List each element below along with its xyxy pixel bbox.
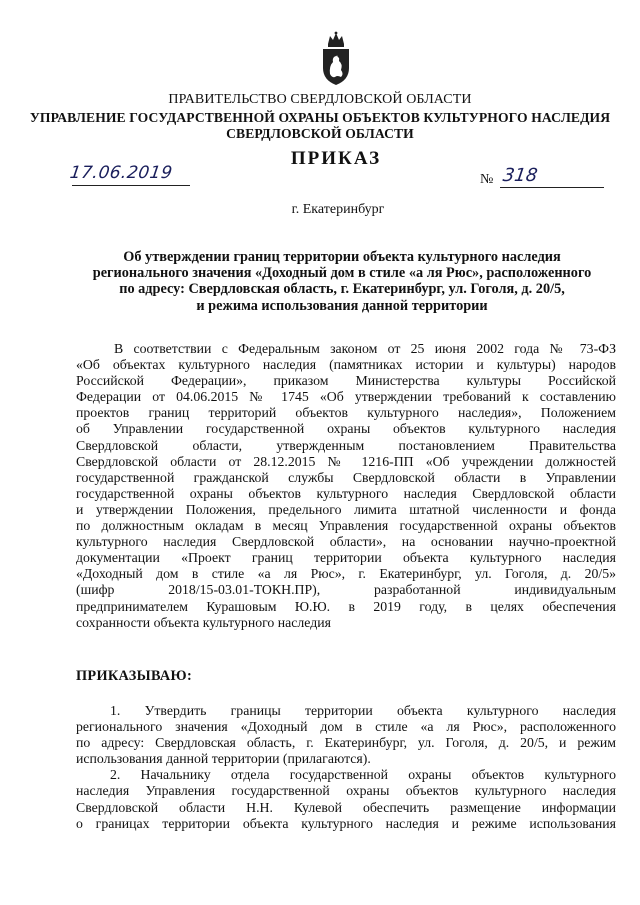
preamble-line: предпринимателем Курашовым Ю.Ю. в 2019 году, в целях обеспечения bbox=[76, 598, 616, 614]
department-name-line-2: СВЕРДЛОВСКОЙ ОБЛАСТИ bbox=[226, 126, 414, 141]
preamble-line: государственной гражданской службы Свердловской области в Управлении bbox=[76, 469, 616, 485]
order-items bbox=[76, 703, 616, 832]
handwritten-order-number: 318 bbox=[501, 165, 539, 186]
preamble-line: сохранности объекта культурного наследия bbox=[76, 614, 331, 630]
preamble-line: и утверждении Положения, предельного лимита штатной численности и фонда bbox=[76, 501, 616, 517]
preamble-paragraph bbox=[76, 341, 616, 631]
preamble-line: по должностным окладам в месяц Управления государственной охраны объектов bbox=[76, 518, 616, 534]
order-item-line: по адресу: Свердловская область, г. Екатеринбург, ул. Гоголя, д. 20/5, и режим bbox=[76, 735, 616, 751]
number-underline bbox=[500, 187, 604, 188]
preamble-line: «Об объектах культурного наследия (памятниках истории и культуры) народов bbox=[76, 357, 616, 373]
subject-line: и режима использования данной территории bbox=[196, 297, 488, 314]
order-item-line: о границах территории объекта культурного наследия и режиме использования bbox=[76, 815, 616, 831]
preamble-line: (шифр 2018/15-03.01-ТОКН.ПР), разработанной индивидуальным bbox=[76, 582, 616, 598]
preamble-line: Свердловской области от 28.12.2015 № 1216-ПП «Об учреждении должностей bbox=[76, 453, 616, 469]
subject-line: регионального значения «Доходный дом в стиле «а ля Рюс», расположенного bbox=[92, 265, 592, 282]
city-name: г. Екатеринбург bbox=[291, 202, 385, 217]
order-item-line: использования данной территории (прилагаются). bbox=[76, 751, 371, 767]
preamble-line: Федерации от 04.06.2015 № 1745 «Об утверждении требований к составлению bbox=[76, 389, 616, 405]
order-item-line: наследия Управления государственной охраны объектов культурного наследия bbox=[76, 783, 616, 799]
order-item-line: Свердловской области Н.Н. Кулевой обеспечить размещение информации bbox=[76, 799, 616, 815]
preamble-line: Свердловской области, утвержденным постановлением Правительства bbox=[76, 437, 616, 453]
preamble-line: В соответствии с Федеральным законом от 25 июня 2002 года № 73-ФЗ bbox=[114, 341, 616, 356]
order-item-line: 2. Начальнику отдела государственной охраны объектов культурного bbox=[110, 767, 616, 783]
order-item-line: регионального значения «Доходный дом в стиле «а ля Рюс», расположенного bbox=[76, 719, 616, 735]
preamble-line: культурного наследия Свердловской области», на основании научно-проектной bbox=[76, 534, 616, 550]
preamble-line: «Доходный дом в стиле «а ля Рюс», г. Екатеринбург, ул. Гоголя, д. 20/5» bbox=[76, 566, 616, 582]
handwritten-date: 17.06.2019 bbox=[68, 163, 174, 183]
department-name-line-1: УПРАВЛЕНИЕ ГОСУДАРСТВЕННОЙ ОХРАНЫ ОБЪЕКТОВ КУЛЬТУРНОГО НАСЛЕДИЯ bbox=[29, 110, 611, 125]
subject-line: по адресу: Свердловская область, г. Екатеринбург, ул. Гоголя, д. 20/5, bbox=[119, 281, 565, 298]
preamble-line: государственной охраны объектов культурного наследия Свердловской области bbox=[76, 485, 616, 501]
number-sign: № bbox=[480, 172, 494, 187]
subject-line: Об утверждении границ территории объекта культурного наследия bbox=[123, 249, 561, 265]
preamble-line: проектов границ территорий объектов культурного наследия», Положением bbox=[76, 405, 616, 421]
order-item-line: 1. Утвердить границы территории объекта культурного наследия bbox=[110, 703, 616, 718]
date-underline bbox=[72, 185, 190, 186]
order-subject bbox=[70, 249, 614, 314]
government-name: ПРАВИТЕЛЬСТВО СВЕРДЛОВСКОЙ ОБЛАСТИ bbox=[168, 92, 472, 107]
preamble-line: документации «Проект границ территории объекта культурного наследия bbox=[76, 550, 616, 566]
preamble-line: об Управлении государственной охраны объектов культурного наследия bbox=[76, 421, 616, 437]
document-type-title: ПРИКАЗ bbox=[290, 148, 382, 169]
orders-heading: ПРИКАЗЫВАЮ: bbox=[76, 668, 193, 684]
preamble-line: Российской Федерации», приказом Министерства культуры Российской bbox=[76, 373, 616, 389]
sverdlovsk-coat-of-arms-icon bbox=[319, 30, 353, 86]
